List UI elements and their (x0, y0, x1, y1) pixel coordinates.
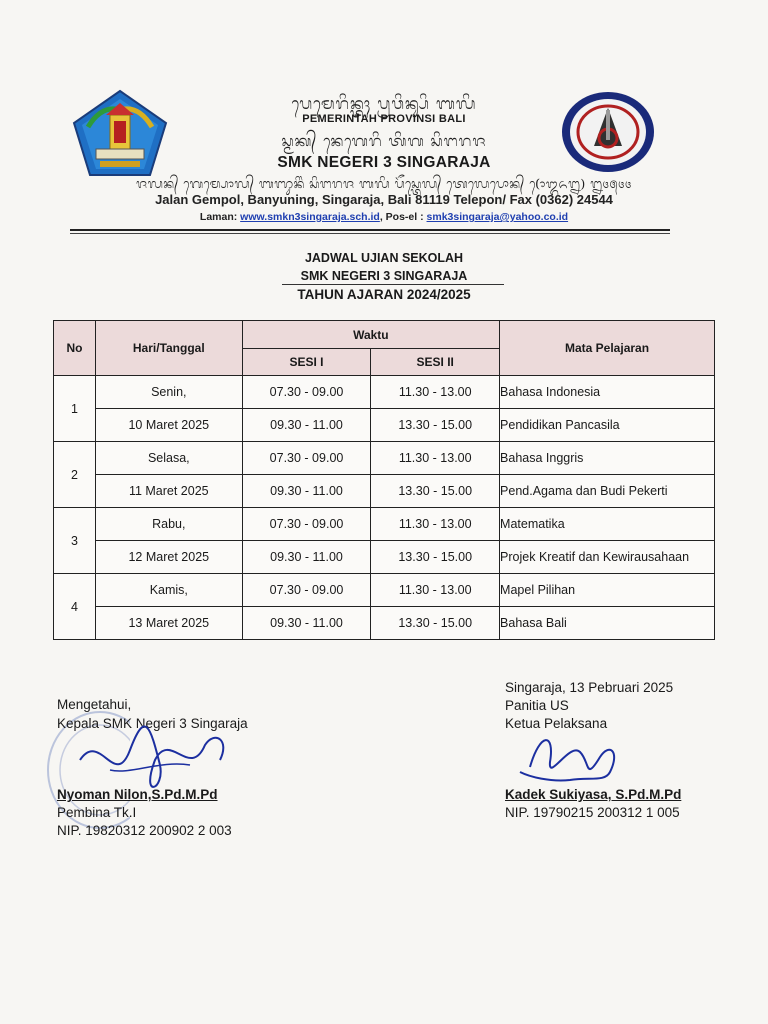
exam-schedule-table (53, 320, 715, 640)
school-name: SMK NEGERI 3 SINGARAJA (277, 154, 491, 171)
table-row (54, 409, 715, 442)
header-session-1: SESI I (242, 349, 371, 376)
header-no: No (54, 321, 96, 376)
row-day: Selasa, (95, 442, 242, 475)
session-1-time: 07.30 - 09.00 (242, 508, 371, 541)
session-2-time: 13.30 - 15.00 (371, 475, 500, 508)
subject: Bahasa Indonesia (500, 376, 715, 409)
row-day: Kamis, (95, 574, 242, 607)
committee-label: Panitia US (505, 698, 569, 713)
row-date: 12 Maret 2025 (95, 541, 242, 574)
place-date: Singaraja, 13 Pebruari 2025 (505, 680, 674, 695)
header-time: Waktu (242, 321, 499, 349)
title-underline (282, 284, 504, 285)
acknowledged-label: Mengetahui, (57, 697, 132, 712)
subject: Bahasa Inggris (500, 442, 715, 475)
session-1-time: 09.30 - 11.00 (242, 607, 371, 640)
balinese-school-line: ᬲ᭄ᬫᬓ᭄ ᬦᬾᬕᬾᬭᬶ ᬢᬶᬕ ᬲᬶᬗᬭᬚ (281, 132, 487, 150)
academic-year: TAHUN AJARAN 2024/2025 (297, 287, 471, 302)
subject: Pend.Agama dan Budi Pekerti (500, 475, 715, 508)
email-label: , Pos-el : (379, 211, 424, 223)
row-number: 2 (54, 442, 96, 508)
government-name: PEMERINTAH PROVINSI BALI (302, 113, 466, 125)
session-2-time: 13.30 - 15.00 (371, 607, 500, 640)
header-subject: Mata Pelajaran (500, 321, 715, 376)
letterhead-divider (70, 229, 670, 231)
session-2-time: 13.30 - 15.00 (371, 541, 500, 574)
chairman-nip: NIP. 19790215 200312 1 005 (505, 805, 680, 820)
table-row (54, 475, 715, 508)
email-link[interactable]: smk3singaraja@yahoo.co.id (426, 211, 569, 223)
row-day: Rabu, (95, 508, 242, 541)
session-1-time: 07.30 - 09.00 (242, 442, 371, 475)
session-1-time: 07.30 - 09.00 (242, 574, 371, 607)
chairman-title: Ketua Pelaksana (505, 716, 608, 731)
row-number: 1 (54, 376, 96, 442)
table-row (54, 574, 715, 607)
table-row (54, 508, 715, 541)
session-2-time: 11.30 - 13.00 (371, 442, 500, 475)
session-1-time: 09.30 - 11.00 (242, 475, 371, 508)
row-number: 4 (54, 574, 96, 640)
session-2-time: 13.30 - 15.00 (371, 409, 500, 442)
subject: Projek Kreatif dan Kewirausahaan (500, 541, 715, 574)
school-address: Jalan Gempol, Banyuning, Singaraja, Bali 81119 Telepon/ Fax (0362) 24544 (155, 192, 613, 207)
principal-nip: NIP. 19820312 200902 2 003 (57, 823, 232, 838)
principal-title: Kepala SMK Negeri 3 Singaraja (57, 716, 248, 731)
chairman-name: Kadek Sukiyasa, S.Pd.M.Pd (505, 787, 682, 802)
principal-rank: Pembina Tk.I (57, 805, 137, 820)
session-1-time: 09.30 - 11.00 (242, 409, 371, 442)
row-date: 10 Maret 2025 (95, 409, 242, 442)
document-subtitle: SMK NEGERI 3 SINGARAJA (300, 269, 468, 283)
table-row (54, 541, 715, 574)
subject: Mapel Pilihan (500, 574, 715, 607)
balinese-address-line: ᬚᬮᬦ᭄ ᬕᬾᬫ᭄ᬧᭀᬮ᭄ ᬩᬜᬸᬦᬶᬂ ᬲᬶᬗᬭᬚ ᬩᬮᬶ ᬧᭂᬲ᭄ᬢᬾᬮ᭄ ᬢᬾᬮᬾᬧᭀᬦ᭄ (ᭀ᭓᭖᭒) ᭒᭔᭕᭔᭔ (136, 176, 632, 191)
balinese-government-line: ᬧᬾᬫᬾᬭᬶᬦ᭄ᬢᬄ ᬧ᭄ᬭᬯᬶᬦ᭄ᬲᬶ ᬩᬮᬶ (291, 94, 477, 113)
subject: Pendidikan Pancasila (500, 409, 715, 442)
chairman-signature (510, 722, 630, 792)
session-2-time: 11.30 - 13.00 (371, 508, 500, 541)
subject: Bahasa Bali (500, 607, 715, 640)
row-date: 11 Maret 2025 (95, 475, 242, 508)
document-title: JADWAL UJIAN SEKOLAH (304, 251, 464, 265)
header-session-2: SESI II (371, 349, 500, 376)
row-day: Senin, (95, 376, 242, 409)
subject: Matematika (500, 508, 715, 541)
session-1-time: 07.30 - 09.00 (242, 376, 371, 409)
website-link[interactable]: www.smkn3singaraja.sch.id (240, 211, 380, 223)
principal-name: Nyoman Nilon,S.Pd.M.Pd (57, 787, 218, 802)
table-row (54, 607, 715, 640)
row-number: 3 (54, 508, 96, 574)
website-label: Laman: (199, 211, 238, 223)
session-1-time: 09.30 - 11.00 (242, 541, 371, 574)
session-2-time: 11.30 - 13.00 (371, 376, 500, 409)
table-row (54, 442, 715, 475)
row-date: 13 Maret 2025 (95, 607, 242, 640)
contact-line (100, 211, 668, 223)
session-2-time: 11.30 - 13.00 (371, 574, 500, 607)
table-row (54, 376, 715, 409)
header-day: Hari/Tanggal (95, 321, 242, 376)
letterhead-divider-thin (70, 233, 670, 234)
